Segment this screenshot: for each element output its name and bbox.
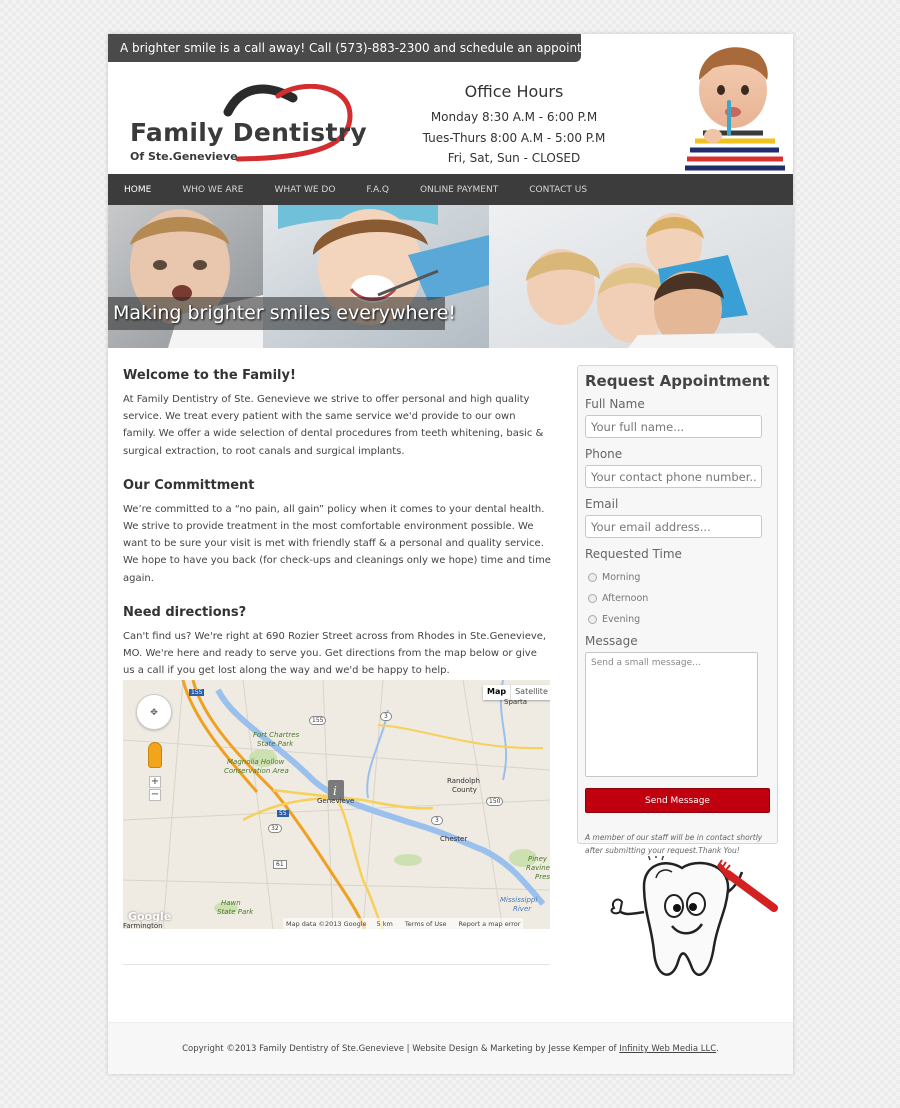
- map-zoom-in-button[interactable]: +: [150, 776, 160, 787]
- office-hours-title: Office Hours: [464, 82, 564, 101]
- map-label-genevieve: Genevieve: [317, 797, 355, 805]
- map-scale: 5 km: [376, 919, 393, 928]
- map-shield-3: 3: [380, 712, 392, 721]
- footer-period: .: [716, 1044, 719, 1054]
- logo-name: Family Dentistry: [130, 118, 367, 147]
- map-label-fort-chartres: Fort Chartres: [253, 731, 300, 739]
- map-zoom-out-button[interactable]: −: [150, 789, 160, 800]
- welcome-heading: Welcome to the Family!: [123, 368, 296, 383]
- site-logo[interactable]: [128, 84, 367, 166]
- map-label-river: River: [513, 905, 532, 913]
- map-type-map-button[interactable]: Map: [483, 685, 510, 700]
- baby-photo: [663, 38, 793, 174]
- map-label-fort-chartres-park: State Park: [257, 740, 294, 748]
- hours-line: Monday 8:30 A.M - 6:00 P.M: [430, 110, 598, 124]
- map-label-magnolia-hollow: Magnolia Hollow: [227, 758, 285, 766]
- time-option-afternoon[interactable]: [588, 592, 770, 605]
- map-label-county: County: [452, 786, 477, 794]
- nav-contact-us[interactable]: CONTACT US: [529, 184, 588, 195]
- site-footer: [108, 1022, 793, 1074]
- map-pan-control[interactable]: ✥: [136, 694, 172, 730]
- send-message-button[interactable]: Send Message: [585, 788, 770, 813]
- radio-icon[interactable]: [588, 573, 597, 582]
- message-textarea[interactable]: [585, 652, 758, 777]
- banner-caption: Making brighter smiles everywhere!: [108, 297, 445, 330]
- requested-time-label: Requested Time: [585, 547, 682, 561]
- phone-label: Phone: [585, 447, 623, 461]
- map-label-hawn-park: State Park: [217, 908, 254, 916]
- page-container: [108, 34, 793, 1074]
- map-label-pres: Pres: [535, 873, 550, 881]
- call-banner: A brighter smile is a call away! Call (573)-883-2300 and schedule an appointment!: [108, 34, 581, 62]
- map-report-link[interactable]: Report a map error: [458, 919, 521, 928]
- logo-subtitle: Of Ste.Genevieve: [130, 150, 238, 163]
- nav-what-we-do[interactable]: WHAT WE DO: [274, 184, 336, 195]
- content-divider: [123, 964, 550, 965]
- time-option-morning[interactable]: [588, 571, 770, 584]
- map-label-sparta: Sparta: [504, 698, 528, 706]
- full-name-label: Full Name: [585, 397, 645, 411]
- map-shield-155: 155: [191, 689, 203, 696]
- map-shield-32: 32: [268, 824, 282, 833]
- directions-heading: Need directions?: [123, 604, 247, 620]
- map-type-satellite-button[interactable]: Satellite: [510, 685, 550, 700]
- tooth-mascot: [604, 856, 784, 984]
- nav-faq[interactable]: F.A.Q: [366, 184, 389, 195]
- directions-text: Can't find us? We're right at 690 Rozier Street across from Rhodes in Ste.Genevieve, MO. We're here and ready to serve you. Get directions from the map below or give us a call if you get lost along the way and we'd be happy to help.: [123, 630, 547, 677]
- commitment-heading: Our Committment: [123, 477, 255, 493]
- map-pegman-icon[interactable]: [148, 742, 162, 768]
- hours-line: Fri, Sat, Sun - CLOSED: [447, 151, 581, 165]
- radio-icon[interactable]: [588, 594, 597, 603]
- email-input[interactable]: [585, 515, 762, 538]
- copyright-text: Copyright ©2013 Family Dentistry of Ste.Genevieve | Website Design & Marketing by Jesse Kemper of: [182, 1044, 617, 1054]
- time-option-label: Afternoon: [602, 593, 649, 604]
- main-nav: [108, 174, 793, 205]
- map-google-logo: Google: [128, 910, 172, 923]
- phone-input[interactable]: [585, 465, 762, 488]
- map-terms-link[interactable]: Terms of Use: [404, 919, 447, 928]
- appointment-form: [577, 365, 778, 855]
- nav-home[interactable]: HOME: [124, 184, 152, 195]
- message-label: Message: [585, 634, 638, 648]
- hero-banner: [108, 205, 793, 348]
- commitment-text: We’re committed to a “no pain, all gain” policy when it comes to your dental health. We strive to provide treatment in the most comfortable environment possible. We want to be sure your visit is met with friendly staff & a personal and quality service. We hope to have you back (for check-ups and cleanings only we hope) time and time again.: [123, 503, 551, 584]
- map-label-chester: Chester: [440, 835, 468, 843]
- map-label-mississippi: Mississippi: [500, 896, 538, 904]
- full-name-input[interactable]: [585, 415, 762, 438]
- map-shield-150: 150: [486, 797, 503, 806]
- svg-text:i: i: [333, 784, 337, 798]
- form-note: A member of our staff will be in contact shortly after submitting your request.Thank You!: [585, 833, 763, 855]
- main-content: [123, 368, 551, 697]
- map-shield-61: 61: [273, 860, 287, 869]
- map-shield-55: 55: [279, 810, 287, 817]
- nav-online-payment[interactable]: ONLINE PAYMENT: [419, 184, 499, 195]
- hours-line: Tues-Thurs 8:00 A.M - 5:00 P.M: [422, 130, 606, 145]
- nav-who-we-are[interactable]: WHO WE ARE: [182, 184, 244, 195]
- map-label-farmington: Farmington: [123, 922, 163, 929]
- map-label-piney: Piney: [528, 855, 548, 863]
- infinity-web-media-link[interactable]: Infinity Web Media LLC: [619, 1044, 717, 1054]
- map-data-credit: Map data ©2013 Google: [286, 919, 367, 928]
- email-label: Email: [585, 497, 619, 511]
- map-label-hawn: Hawn: [221, 899, 241, 907]
- map-label-conservation-area: Conservation Area: [224, 767, 289, 775]
- map-shield-155: 155: [309, 716, 326, 725]
- map-label-randolph: Randolph: [447, 777, 480, 785]
- office-hours: [408, 82, 620, 169]
- map-footer-bar: [283, 918, 523, 929]
- form-title: Request Appointment: [585, 372, 770, 390]
- time-option-label: Evening: [602, 614, 641, 625]
- time-option-evening[interactable]: [588, 613, 770, 626]
- time-option-label: Morning: [602, 572, 641, 583]
- radio-icon[interactable]: [588, 615, 597, 624]
- map-shield-3: 3: [431, 816, 443, 825]
- google-map[interactable]: [123, 680, 550, 929]
- welcome-text: At Family Dentistry of Ste. Genevieve we strive to offer personal and high quality service. We treat every patient with the same service we'd provide to our own family. We offer a wide selection of dental procedures from teeth whitening, basic & surgical extraction, to root canals and surgical implants.: [123, 394, 544, 457]
- map-label-ravine: Ravine: [526, 864, 550, 872]
